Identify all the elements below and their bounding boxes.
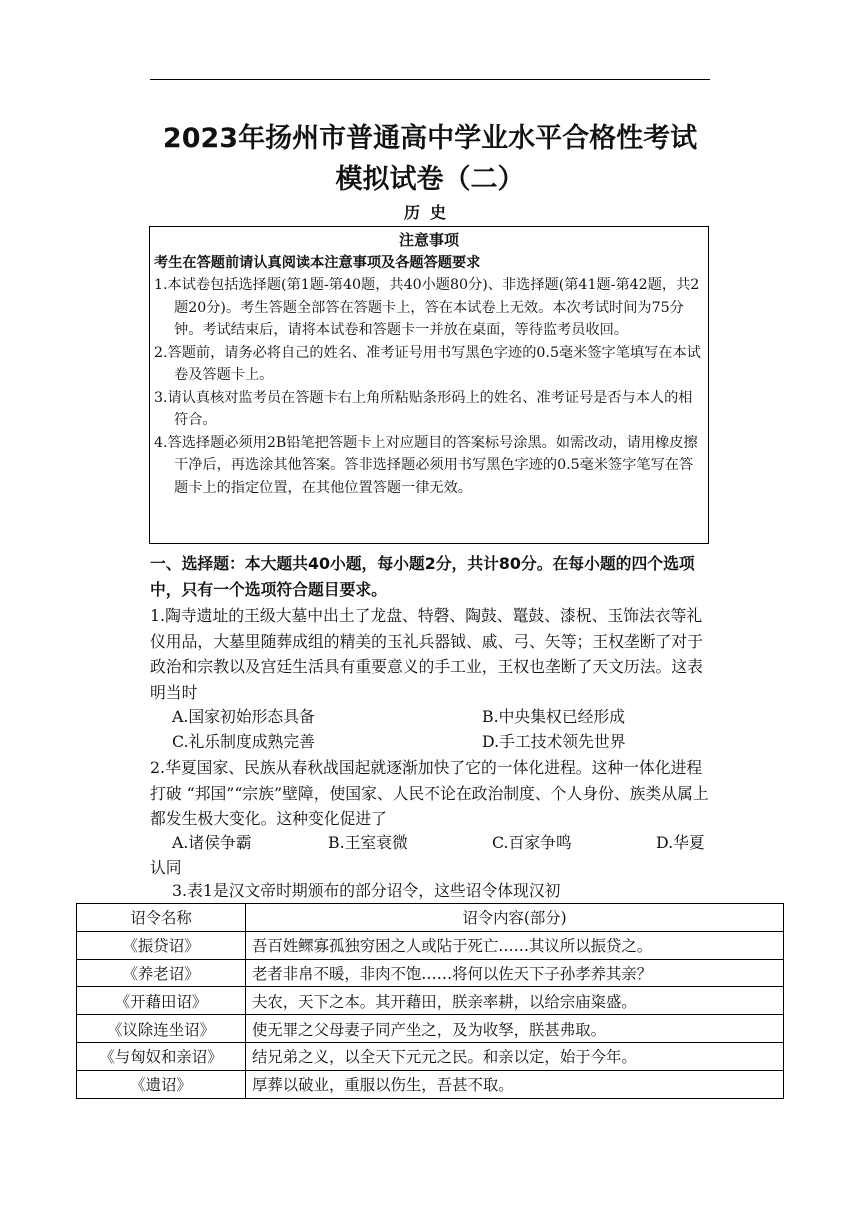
table-row: [77, 931, 784, 959]
question-1-stem: 1.陶寺遗址的王级大墓中出土了龙盘、特磬、陶鼓、鼍鼓、漆柷、玉饰法衣等礼仪用品，大墓里随葬成组的精美的玉礼兵器钺、戚、弓、矢等；王权垄断了对于政治和宗教以及宫廷生活具有重要意义的手工业，王权也垄断了天文历法。这表明当时: [150, 606, 703, 702]
notice-title: 注意事项: [398, 231, 459, 249]
question-3-stem: 3.表1是汉文帝时期颁布的部分诏令，这些诏令体现汉初: [172, 881, 561, 900]
option-d: D.手工技术领先世界: [482, 732, 626, 751]
edict-name: 《振贷诏》: [77, 931, 246, 959]
option-c: C.礼乐制度成熟完善: [172, 732, 315, 751]
edict-name: 《养老诏》: [77, 959, 246, 987]
edict-content: 使无罪之父母妻子同产坐之，及为收孥，朕甚弗取。: [246, 1015, 784, 1043]
notice-item: 1.本试卷包括选择题(第1题-第40题，共40小题80分)、非选择题(第41题-第42题，共2题20分)。考生答题全部答在答题卡上，答在本试卷上无效。本次考试时间为75分钟。考试结束后，请将本试卷和答题卡一并放在桌面，等待监考员收回。: [154, 277, 700, 338]
header-rule: [150, 79, 710, 80]
edict-name: 《遗诏》: [77, 1070, 246, 1098]
exam-title: 2023年扬州市普通高中学业水平合格性考试模拟试卷（二）: [162, 123, 698, 195]
question-2-stem: 2.华夏国家、民族从春秋战国起就逐渐加快了它的一体化进程。这种一体化进程打破 “邦国”“宗族”壁障，使国家、人民不论在政治制度、个人身份、族类从属上都发生极大变化。这种变化促进了: [150, 758, 709, 829]
table-header-cell: 诏令内容(部分): [246, 904, 784, 932]
edict-name: 《开藉田诏》: [77, 987, 246, 1015]
option-d: D.华夏: [656, 833, 705, 852]
option-d-continued: 认同: [150, 858, 182, 877]
edict-content: 厚葬以破业，重服以伤生，吾甚不取。: [246, 1070, 784, 1098]
table-row: [77, 1042, 784, 1070]
table-row: [77, 987, 784, 1015]
edict-content: 吾百姓鳏寡孤独穷困之人或阽于死亡……其议所以振贷之。: [246, 931, 784, 959]
notice-box: [149, 226, 709, 544]
edict-content: 老者非帛不暖，非肉不饱……将何以佐天下子孙孝养其亲？: [246, 959, 784, 987]
notice-item: 4.答选择题必须用2B铅笔把答题卡上对应题目的答案标号涂黑。如需改动，请用橡皮擦干净后，再选涂其他答案。答非选择题必须用书写黑色字迹的0.5毫米签字笔写在答题卡上的指定位置，在其他位置答题一律无效。: [154, 434, 698, 496]
notice-item: 2.答题前，请务必将自己的姓名、准考证号用书写黑色字迹的0.5毫米签字笔填写在本试卷及答题卡上。: [154, 344, 701, 383]
section-heading: 一、选择题：本大题共40小题，每小题2分，共计80分。在每小题的四个选项中，只有一个选项符合题目要求。: [150, 554, 695, 599]
option-a: A.诸侯争霸: [172, 833, 252, 852]
option-c: C.百家争鸣: [492, 833, 572, 852]
edict-table: [76, 903, 784, 1099]
notice-item: 3.请认真核对监考员在答题卡右上角所粘贴条形码上的姓名、准考证号是否与本人的相符合。: [154, 389, 693, 428]
option-a: A.国家初始形态具备: [172, 707, 315, 726]
option-b: B.王室衰微: [328, 833, 408, 852]
exam-subject: 历史: [403, 203, 456, 222]
table-header-cell: 诏令名称: [77, 904, 246, 932]
option-b: B.中央集权已经形成: [482, 707, 626, 726]
table-header-row: [77, 904, 784, 932]
table-row: [77, 959, 784, 987]
edict-name: 《议除连坐诏》: [77, 1015, 246, 1043]
edict-name: 《与匈奴和亲诏》: [77, 1042, 246, 1070]
notice-requirement: 考生在答题前请认真阅读本注意事项及各题答题要求: [154, 254, 481, 271]
table-row: [77, 1070, 784, 1098]
edict-content: 结兄弟之义，以全天下元元之民。和亲以定，始于今年。: [246, 1042, 784, 1070]
edict-content: 夫农，天下之本。其开藉田，朕亲率耕，以给宗庙粢盛。: [246, 987, 784, 1015]
table-row: [77, 1015, 784, 1043]
